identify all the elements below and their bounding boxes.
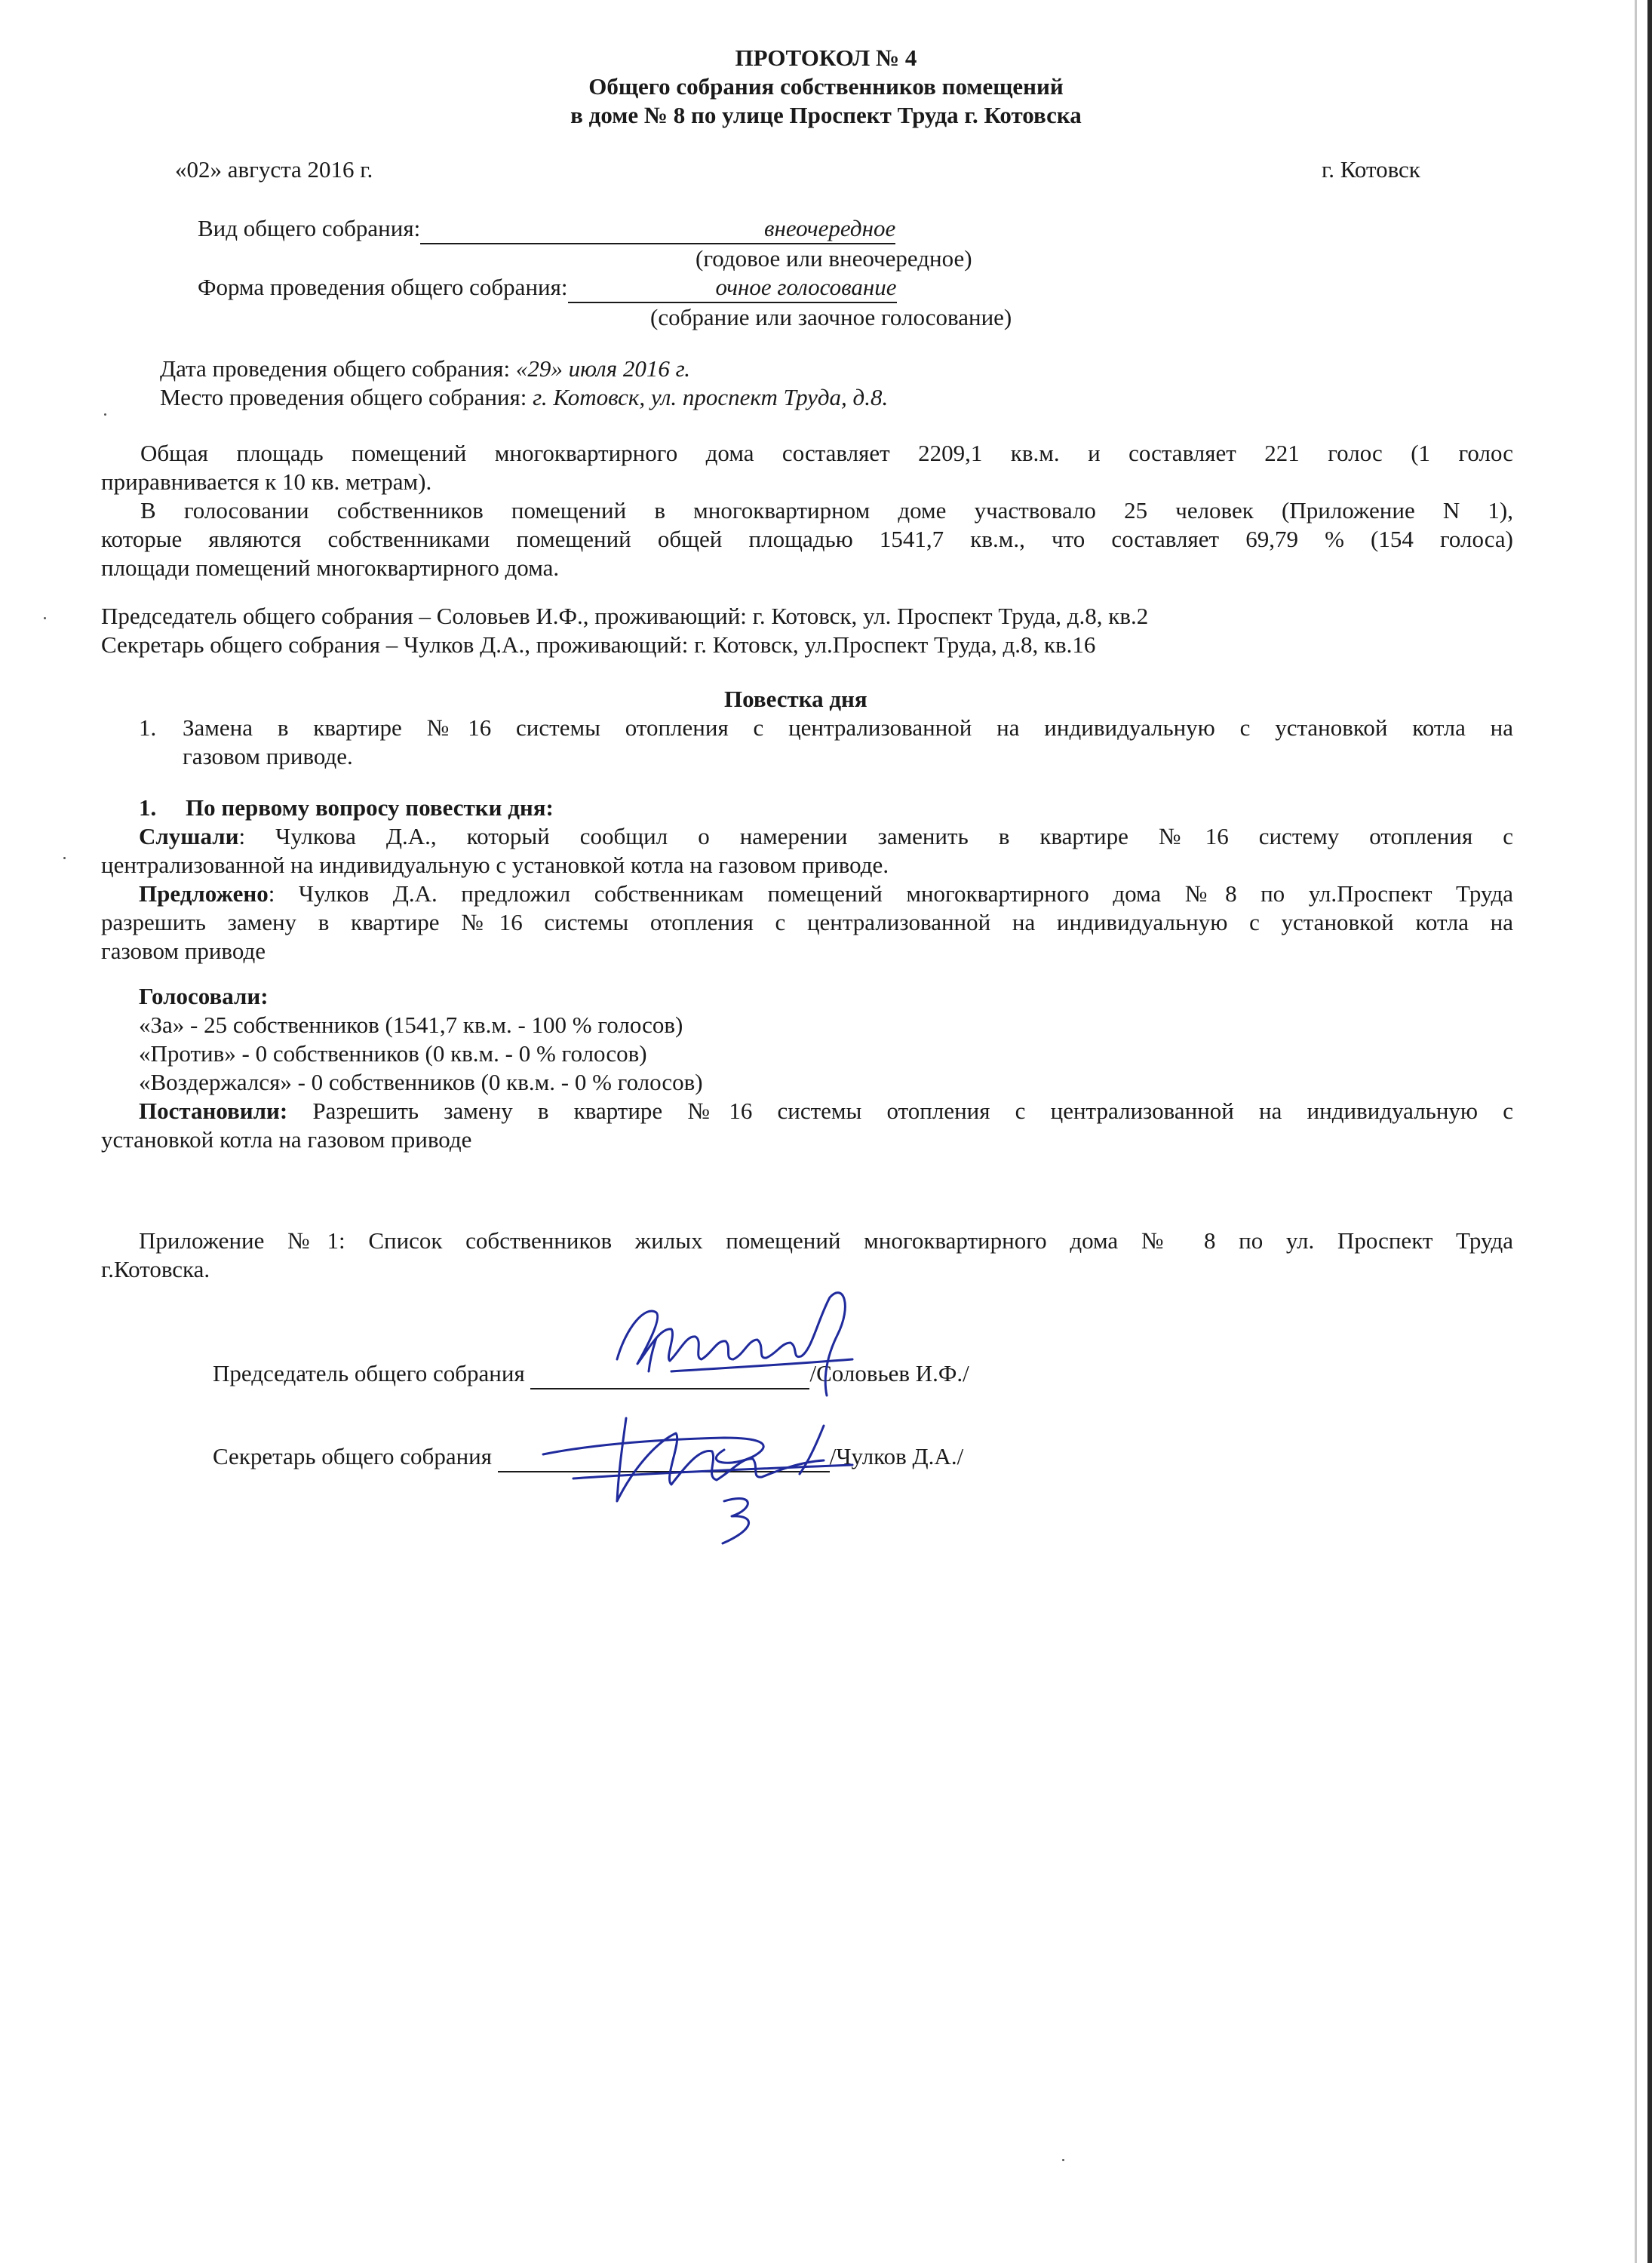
question-num: 1. — [139, 794, 157, 821]
meeting-form-row — [198, 273, 897, 303]
held-date-label: Дата проведения общего собрания: — [160, 355, 511, 382]
resolved-line1 — [139, 1097, 1513, 1125]
heard-text: : Чулкова Д.А., который сообщил о намерении заменить в квартире №16 систему отопления с — [238, 823, 1513, 849]
question-heading: По первому вопросу повестки дня: — [186, 794, 554, 821]
resolved-text: Разрешить замену в квартире №16 системы отопления с централизованной на индивидуальную с — [287, 1098, 1513, 1124]
agenda-item-line1: Замена в квартире №16 системы отопления с централизованной на индивидуальную с установкой котла на — [183, 714, 1513, 741]
heard-line2: централизованной на индивидуальную с установкой котла на газовом приводе. — [101, 852, 889, 878]
held-place-value: г. Котовск, ул. проспект Труда, д.8. — [533, 384, 889, 410]
protocol-title: ПРОТОКОЛ № 4 — [735, 45, 917, 71]
area-p1-line2: приравнивается к 10 кв. метрам). — [101, 468, 432, 495]
held-place-label: Место проведения общего собрания: — [160, 384, 527, 410]
appendix-line1: Приложение №1: Список собственников жилых помещений многоквартирного дома № 8 по ул. Проспект Труда — [139, 1227, 1513, 1254]
area-p2-line2: которые являются собственниками помещений общей площадью 1541,7 кв.м., что составляет 69,79 % (154 голоса) — [101, 526, 1513, 552]
area-p2-line1: В голосовании собственников помещений в многоквартирном доме участвовало 25 человек (Приложение N 1), — [140, 497, 1513, 524]
proposed-text: : Чулков Д.А. предложил собственникам помещений многоквартирного дома №8 по ул.Проспект Труда — [268, 880, 1513, 907]
meeting-form-value: очное голосование — [568, 273, 897, 303]
protocol-subtitle-1: Общего собрания собственников помещений — [588, 73, 1064, 100]
vote-title: Голосовали: — [139, 983, 269, 1009]
appendix-line2: г.Котовска. — [101, 1256, 210, 1282]
chair-signature-label: Председатель общего собрания — [213, 1360, 525, 1386]
chair-signature-name: /Соловьев И.Ф./ — [809, 1360, 969, 1386]
held-date-value: «29» июля 2016 г. — [515, 355, 691, 382]
agenda-title: Повестка дня — [724, 686, 867, 712]
meeting-kind-hint: (годовое или внеочередное) — [695, 245, 972, 272]
chair-info: Председатель общего собрания – Соловьев И.Ф., проживающий: г. Котовск, ул. Проспект Труда, д.8, кв.2 — [101, 603, 1149, 629]
proposed-line2: разрешить замену в квартире №16 системы отопления с централизованной на индивидуальную с установкой котла на — [101, 909, 1513, 935]
meeting-form-label: Форма проведения общего собрания: — [198, 274, 568, 300]
meeting-kind-row — [198, 214, 895, 244]
agenda-item-num: 1. — [139, 714, 157, 741]
heard-label: Слушали — [139, 823, 239, 849]
secretary-signature-label: Секретарь общего собрания — [213, 1443, 493, 1469]
scan-speck — [1062, 2159, 1064, 2161]
agenda-item-line2: газовом приводе. — [183, 743, 353, 769]
proposed-line1 — [139, 880, 1513, 908]
secretary-handwritten-signature — [528, 1396, 875, 1546]
vote-abstain: «Воздержался» - 0 собственников (0 кв.м. - 0 % голосов) — [139, 1069, 703, 1095]
secretary-signature-name: /Чулков Д.А./ — [829, 1443, 964, 1469]
vote-for: «За» - 25 собственников (1541,7 кв.м. - 100 % голосов) — [139, 1012, 683, 1038]
area-p1-line1: Общая площадь помещений многоквартирного дома составляет 2209,1 кв.м. и составляет 221 голос (1 голос — [140, 440, 1513, 466]
scan-edge — [1647, 0, 1652, 2263]
resolved-line2: установкой котла на газовом приводе — [101, 1126, 472, 1153]
area-p2-line3: площади помещений многоквартирного дома. — [101, 554, 560, 581]
held-place-row — [160, 383, 888, 412]
scan-speck — [44, 617, 46, 619]
meeting-kind-label: Вид общего собрания: — [198, 215, 421, 241]
proposed-label: Предложено — [139, 880, 269, 907]
scan-edge-shadow — [1635, 0, 1637, 2263]
protocol-city: г. Котовск — [1322, 156, 1420, 183]
scan-speck — [104, 413, 106, 416]
scan-speck — [63, 857, 66, 859]
resolved-label: Постановили: — [139, 1098, 288, 1124]
proposed-line3: газовом приводе — [101, 938, 266, 964]
protocol-date: «02» августа 2016 г. — [175, 156, 373, 183]
chair-handwritten-signature — [603, 1275, 890, 1407]
meeting-kind-value: внеочередное — [420, 214, 895, 244]
heard-line1 — [139, 822, 1513, 851]
held-date-row — [160, 355, 690, 383]
meeting-form-hint: (собрание или заочное голосование) — [650, 304, 1012, 330]
secretary-info: Секретарь общего собрания – Чулков Д.А., проживающий: г. Котовск, ул.Проспект Труда, д.8, кв.16 — [101, 631, 1096, 658]
protocol-subtitle-2: в доме № 8 по улице Проспект Труда г. Котовска — [570, 102, 1082, 128]
vote-against: «Против» - 0 собственников (0 кв.м. - 0 % голосов) — [139, 1040, 647, 1067]
